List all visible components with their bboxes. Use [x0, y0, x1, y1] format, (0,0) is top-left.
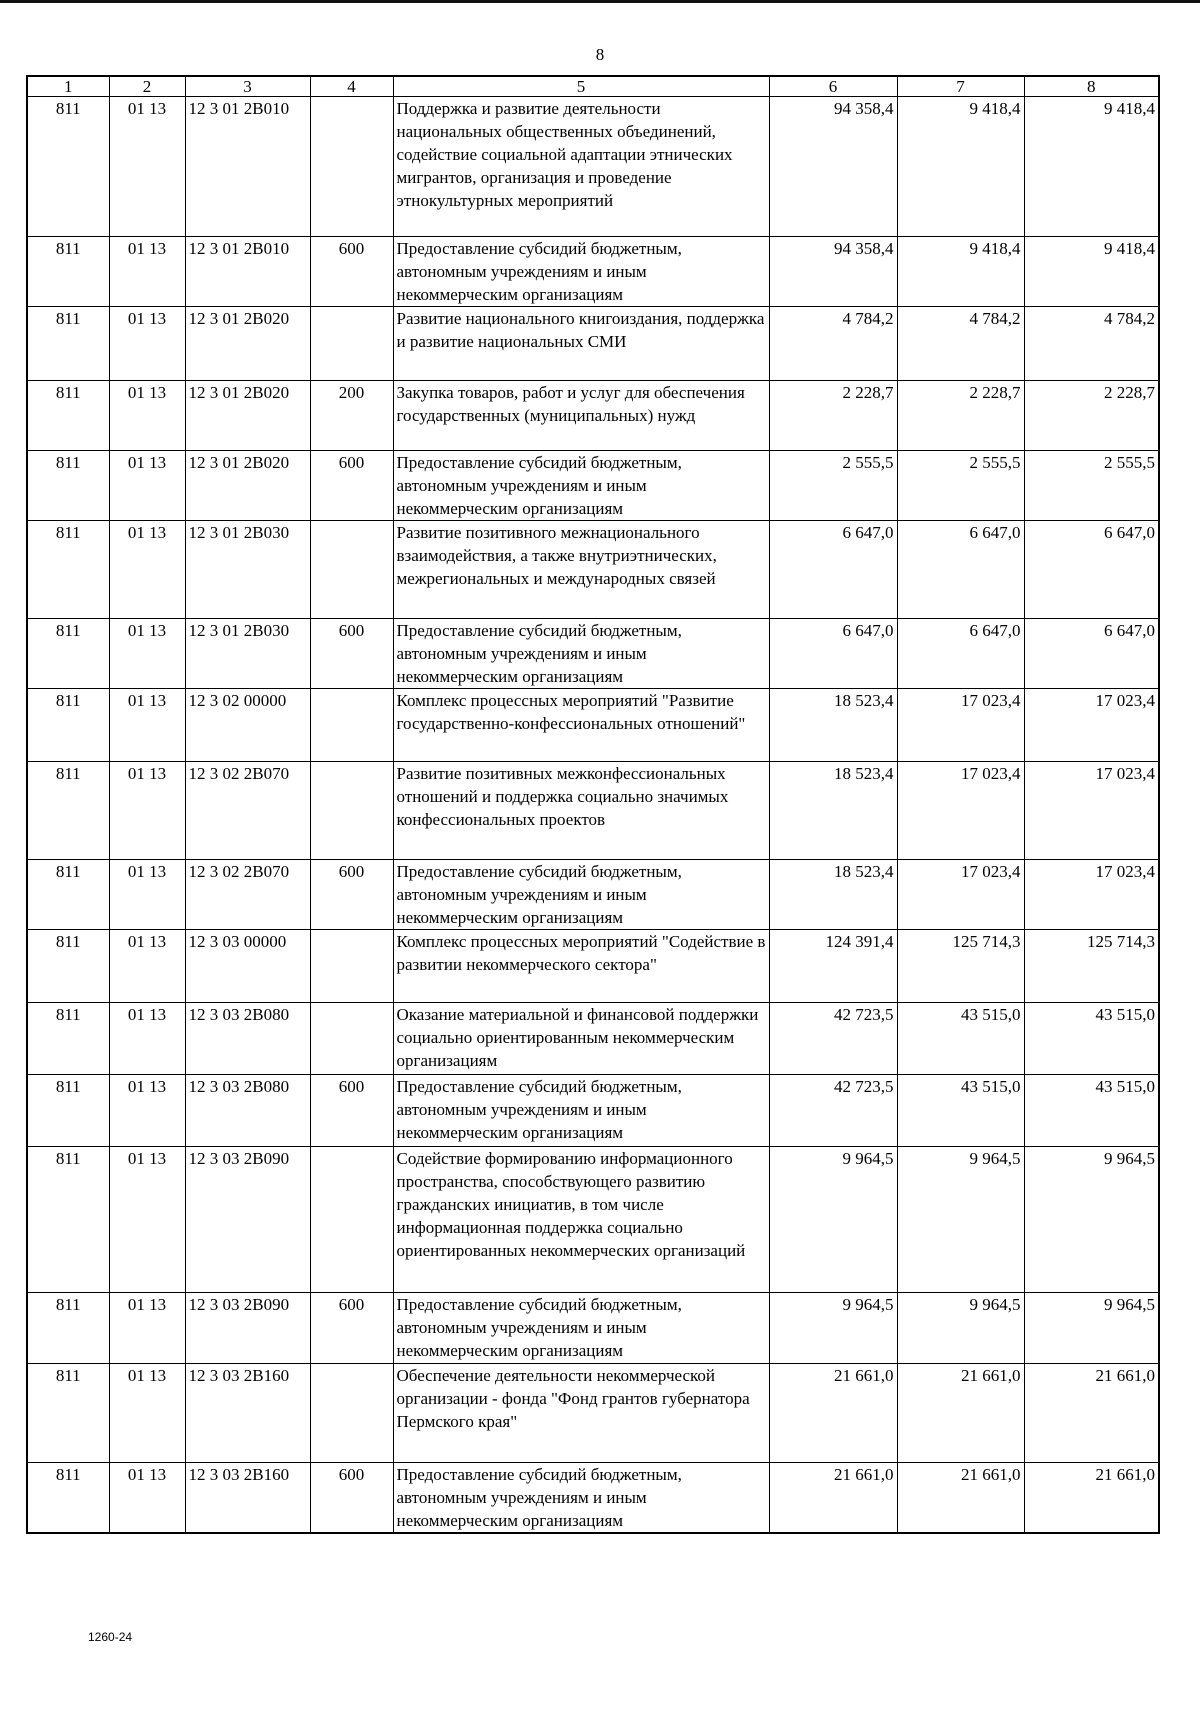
cell-amount-col6: 42 723,5: [769, 1075, 897, 1147]
cell-amount-col7: 125 714,3: [897, 930, 1024, 1003]
cell-amount-col8: 17 023,4: [1024, 689, 1159, 762]
cell-section-code: 01 13: [109, 1293, 185, 1364]
cell-ministry-code: 811: [27, 521, 109, 619]
cell-expense-type: [310, 689, 393, 762]
cell-description: Обеспечение деятельности некоммерческой организации - фонда "Фонд грантов губернатора Пермского края": [393, 1364, 769, 1463]
cell-section-code: 01 13: [109, 1147, 185, 1293]
cell-amount-col6: 6 647,0: [769, 521, 897, 619]
cell-amount-col8: 9 418,4: [1024, 97, 1159, 237]
cell-amount-col7: 2 228,7: [897, 381, 1024, 451]
cell-expense-type: [310, 762, 393, 860]
cell-ministry-code: 811: [27, 762, 109, 860]
cell-description: Оказание материальной и финансовой поддержки социально ориентированным некоммерческим организациям: [393, 1003, 769, 1075]
cell-ministry-code: 811: [27, 451, 109, 521]
cell-expense-type: [310, 521, 393, 619]
cell-expense-type: 200: [310, 381, 393, 451]
cell-target-item-code: 12 3 03 2В160: [185, 1364, 310, 1463]
cell-ministry-code: 811: [27, 930, 109, 1003]
cell-amount-col7: 4 784,2: [897, 307, 1024, 381]
cell-section-code: 01 13: [109, 381, 185, 451]
document-code: 1260-24: [88, 1630, 133, 1644]
cell-section-code: 01 13: [109, 307, 185, 381]
cell-amount-col6: 94 358,4: [769, 97, 897, 237]
cell-ministry-code: 811: [27, 689, 109, 762]
cell-section-code: 01 13: [109, 521, 185, 619]
cell-expense-type: [310, 1003, 393, 1075]
column-header: 6: [769, 76, 897, 97]
cell-target-item-code: 12 3 03 2В090: [185, 1147, 310, 1293]
cell-ministry-code: 811: [27, 1293, 109, 1364]
table-row: [27, 1293, 1159, 1364]
cell-amount-col7: 6 647,0: [897, 619, 1024, 689]
cell-target-item-code: 12 3 01 2В030: [185, 521, 310, 619]
cell-amount-col8: 43 515,0: [1024, 1075, 1159, 1147]
cell-amount-col8: 6 647,0: [1024, 619, 1159, 689]
cell-description: Предоставление субсидий бюджетным, автономным учреждениям и иным некоммерческим организациям: [393, 451, 769, 521]
cell-amount-col7: 21 661,0: [897, 1364, 1024, 1463]
cell-description: Предоставление субсидий бюджетным, автономным учреждениям и иным некоммерческим организациям: [393, 1463, 769, 1534]
cell-expense-type: 600: [310, 1293, 393, 1364]
page-number: 8: [595, 45, 605, 64]
cell-target-item-code: 12 3 03 2В160: [185, 1463, 310, 1534]
cell-expense-type: 600: [310, 237, 393, 307]
cell-expense-type: [310, 97, 393, 237]
table-row: [27, 237, 1159, 307]
cell-amount-col6: 42 723,5: [769, 1003, 897, 1075]
cell-amount-col8: 125 714,3: [1024, 930, 1159, 1003]
cell-amount-col6: 21 661,0: [769, 1463, 897, 1534]
table-row: [27, 762, 1159, 860]
table-row: [27, 381, 1159, 451]
cell-target-item-code: 12 3 01 2В020: [185, 381, 310, 451]
table-row: [27, 1364, 1159, 1463]
cell-amount-col8: 9 418,4: [1024, 237, 1159, 307]
cell-description: Поддержка и развитие деятельности национальных общественных объединений, содействие социальной адаптации этнических мигрантов, организация и проведение этнокультурных мероприятий: [393, 97, 769, 237]
table-row: [27, 1147, 1159, 1293]
table-row: [27, 307, 1159, 381]
cell-target-item-code: 12 3 01 2В010: [185, 97, 310, 237]
column-header: 7: [897, 76, 1024, 97]
cell-amount-col8: 9 964,5: [1024, 1293, 1159, 1364]
cell-target-item-code: 12 3 01 2В020: [185, 451, 310, 521]
cell-section-code: 01 13: [109, 1075, 185, 1147]
column-header: 3: [185, 76, 310, 97]
cell-amount-col8: 21 661,0: [1024, 1463, 1159, 1534]
cell-section-code: 01 13: [109, 689, 185, 762]
cell-description: Развитие позитивного межнационального взаимодействия, а также внутриэтнических, межрегиональных и международных связей: [393, 521, 769, 619]
cell-ministry-code: 811: [27, 860, 109, 930]
cell-expense-type: [310, 930, 393, 1003]
table-row: [27, 1075, 1159, 1147]
cell-description: Предоставление субсидий бюджетным, автономным учреждениям и иным некоммерческим организациям: [393, 1075, 769, 1147]
cell-amount-col8: 2 555,5: [1024, 451, 1159, 521]
cell-ministry-code: 811: [27, 381, 109, 451]
cell-section-code: 01 13: [109, 451, 185, 521]
cell-target-item-code: 12 3 03 2В090: [185, 1293, 310, 1364]
cell-ministry-code: 811: [27, 307, 109, 381]
cell-amount-col6: 2 555,5: [769, 451, 897, 521]
table-row: [27, 1003, 1159, 1075]
cell-ministry-code: 811: [27, 1364, 109, 1463]
cell-target-item-code: 12 3 01 2В010: [185, 237, 310, 307]
cell-ministry-code: 811: [27, 97, 109, 237]
cell-amount-col6: 4 784,2: [769, 307, 897, 381]
cell-amount-col6: 6 647,0: [769, 619, 897, 689]
cell-amount-col6: 18 523,4: [769, 689, 897, 762]
cell-amount-col6: 2 228,7: [769, 381, 897, 451]
cell-amount-col6: 124 391,4: [769, 930, 897, 1003]
cell-target-item-code: 12 3 01 2В020: [185, 307, 310, 381]
cell-expense-type: [310, 1364, 393, 1463]
cell-expense-type: [310, 1147, 393, 1293]
cell-amount-col8: 17 023,4: [1024, 860, 1159, 930]
cell-section-code: 01 13: [109, 237, 185, 307]
cell-target-item-code: 12 3 03 2В080: [185, 1075, 310, 1147]
cell-ministry-code: 811: [27, 1147, 109, 1293]
cell-description: Комплекс процессных мероприятий "Содействие в развитии некоммерческого сектора": [393, 930, 769, 1003]
cell-amount-col6: 94 358,4: [769, 237, 897, 307]
cell-expense-type: 600: [310, 1463, 393, 1534]
cell-description: Закупка товаров, работ и услуг для обеспечения государственных (муниципальных) нужд: [393, 381, 769, 451]
cell-section-code: 01 13: [109, 97, 185, 237]
cell-amount-col6: 21 661,0: [769, 1364, 897, 1463]
cell-amount-col7: 6 647,0: [897, 521, 1024, 619]
cell-target-item-code: 12 3 02 2В070: [185, 860, 310, 930]
table-row: [27, 97, 1159, 237]
top-border-rule: [0, 0, 1200, 3]
cell-amount-col8: 6 647,0: [1024, 521, 1159, 619]
cell-expense-type: 600: [310, 860, 393, 930]
budget-table: [26, 75, 1160, 1534]
cell-ministry-code: 811: [27, 619, 109, 689]
cell-ministry-code: 811: [27, 1075, 109, 1147]
cell-description: Развитие позитивных межконфессиональных отношений и поддержка социально значимых конфессиональных проектов: [393, 762, 769, 860]
column-header: 4: [310, 76, 393, 97]
cell-expense-type: 600: [310, 1075, 393, 1147]
column-header: 5: [393, 76, 769, 97]
cell-expense-type: 600: [310, 619, 393, 689]
column-header: 2: [109, 76, 185, 97]
table-row: [27, 930, 1159, 1003]
cell-description: Предоставление субсидий бюджетным, автономным учреждениям и иным некоммерческим организациям: [393, 1293, 769, 1364]
cell-target-item-code: 12 3 01 2В030: [185, 619, 310, 689]
cell-expense-type: [310, 307, 393, 381]
cell-amount-col7: 9 418,4: [897, 97, 1024, 237]
column-header: 8: [1024, 76, 1159, 97]
cell-section-code: 01 13: [109, 619, 185, 689]
cell-ministry-code: 811: [27, 237, 109, 307]
cell-ministry-code: 811: [27, 1003, 109, 1075]
table-row: [27, 689, 1159, 762]
table-header-row: [27, 76, 1159, 97]
cell-description: Развитие национального книгоиздания, поддержка и развитие национальных СМИ: [393, 307, 769, 381]
cell-description: Предоставление субсидий бюджетным, автономным учреждениям и иным некоммерческим организациям: [393, 860, 769, 930]
cell-amount-col7: 43 515,0: [897, 1003, 1024, 1075]
cell-amount-col8: 43 515,0: [1024, 1003, 1159, 1075]
table-row: [27, 451, 1159, 521]
cell-description: Содействие формированию информационного пространства, способствующего развитию гражданских инициатив, в том числе информационная поддержка социально ориентированных некоммерческих организаций: [393, 1147, 769, 1293]
cell-amount-col7: 17 023,4: [897, 860, 1024, 930]
table-row: [27, 860, 1159, 930]
cell-amount-col6: 18 523,4: [769, 762, 897, 860]
cell-amount-col6: 18 523,4: [769, 860, 897, 930]
cell-amount-col8: 2 228,7: [1024, 381, 1159, 451]
table-row: [27, 619, 1159, 689]
cell-expense-type: 600: [310, 451, 393, 521]
cell-amount-col8: 21 661,0: [1024, 1364, 1159, 1463]
cell-section-code: 01 13: [109, 1003, 185, 1075]
cell-amount-col8: 17 023,4: [1024, 762, 1159, 860]
cell-ministry-code: 811: [27, 1463, 109, 1534]
cell-amount-col7: 9 964,5: [897, 1147, 1024, 1293]
cell-section-code: 01 13: [109, 762, 185, 860]
cell-amount-col6: 9 964,5: [769, 1293, 897, 1364]
table-row: [27, 521, 1159, 619]
cell-section-code: 01 13: [109, 1364, 185, 1463]
cell-target-item-code: 12 3 02 00000: [185, 689, 310, 762]
cell-amount-col7: 2 555,5: [897, 451, 1024, 521]
cell-amount-col7: 43 515,0: [897, 1075, 1024, 1147]
cell-amount-col7: 17 023,4: [897, 689, 1024, 762]
cell-description: Предоставление субсидий бюджетным, автономным учреждениям и иным некоммерческим организациям: [393, 237, 769, 307]
cell-amount-col7: 9 418,4: [897, 237, 1024, 307]
cell-section-code: 01 13: [109, 860, 185, 930]
cell-amount-col8: 9 964,5: [1024, 1147, 1159, 1293]
cell-target-item-code: 12 3 02 2В070: [185, 762, 310, 860]
cell-amount-col8: 4 784,2: [1024, 307, 1159, 381]
cell-amount-col7: 21 661,0: [897, 1463, 1024, 1534]
cell-target-item-code: 12 3 03 2В080: [185, 1003, 310, 1075]
table-row: [27, 1463, 1159, 1534]
column-header: 1: [27, 76, 109, 97]
cell-amount-col7: 9 964,5: [897, 1293, 1024, 1364]
cell-section-code: 01 13: [109, 930, 185, 1003]
cell-section-code: 01 13: [109, 1463, 185, 1534]
cell-description: Предоставление субсидий бюджетным, автономным учреждениям и иным некоммерческим организациям: [393, 619, 769, 689]
cell-amount-col6: 9 964,5: [769, 1147, 897, 1293]
cell-description: Комплекс процессных мероприятий "Развитие государственно-конфессиональных отношений": [393, 689, 769, 762]
cell-target-item-code: 12 3 03 00000: [185, 930, 310, 1003]
cell-amount-col7: 17 023,4: [897, 762, 1024, 860]
